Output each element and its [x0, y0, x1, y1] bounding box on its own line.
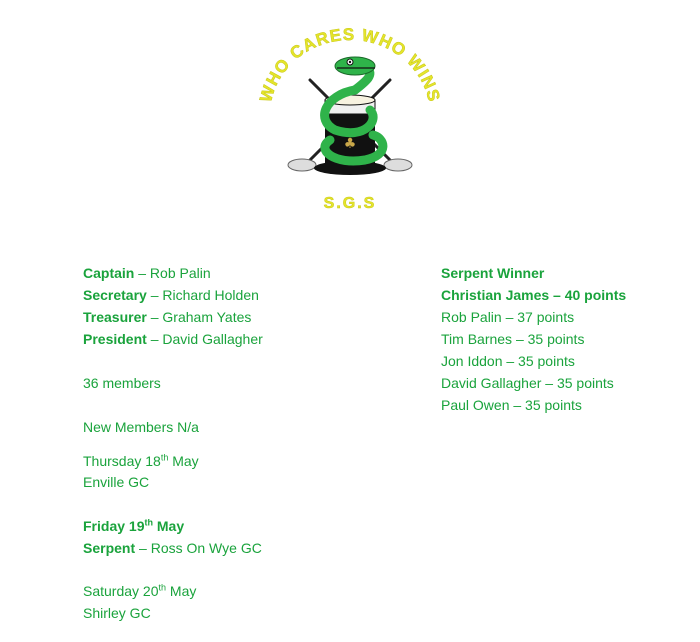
event-month: May: [166, 583, 197, 599]
separator: –: [134, 265, 150, 281]
event-venue: [83, 539, 262, 557]
officer-treasurer: [83, 308, 251, 326]
logo-arc-text: WHO CARES WHO WINS: [256, 24, 444, 105]
officer-president: [83, 330, 263, 348]
svg-text:♣: ♣: [343, 136, 357, 152]
officer-name: David Gallagher: [162, 331, 263, 347]
event-month: May: [168, 453, 199, 469]
officer-name: Rob Palin: [149, 265, 211, 281]
ordinal-suffix: th: [144, 517, 153, 528]
event-date: [83, 517, 184, 535]
event-date: [83, 582, 196, 600]
officer-secretary: [83, 286, 259, 304]
sgs-logo: [255, 20, 445, 220]
serpent-result: Paul Owen – 35 points: [441, 397, 582, 413]
separator: –: [146, 331, 163, 347]
officer-role: Captain: [83, 265, 135, 281]
event-venue: Enville GC: [83, 474, 150, 490]
ordinal-suffix: th: [160, 452, 169, 463]
officer-captain: [83, 264, 211, 282]
event-month: May: [152, 518, 185, 534]
venue-label: Serpent: [83, 540, 136, 556]
new-members: New Members N/a: [83, 419, 199, 435]
event-venue: Shirley GC: [83, 605, 151, 621]
serpent-result: David Gallagher – 35 points: [441, 375, 614, 391]
officer-name: Graham Yates: [162, 309, 252, 325]
serpent-heading: Serpent Winner: [441, 265, 545, 281]
separator: –: [135, 540, 151, 556]
event-day: Saturday 20: [83, 583, 159, 599]
event-date: [83, 452, 199, 470]
serpent-result: Tim Barnes – 35 points: [441, 331, 585, 347]
ordinal-suffix: th: [158, 582, 167, 593]
officer-name: Richard Holden: [162, 287, 259, 303]
separator: –: [146, 287, 163, 303]
venue-name: Ross On Wye GC: [150, 540, 262, 556]
officer-role: President: [83, 331, 147, 347]
officer-role: Treasurer: [83, 309, 147, 325]
event-day: Thursday 18: [83, 453, 161, 469]
event-day: Friday 19: [83, 518, 145, 534]
separator: –: [146, 309, 163, 325]
logo-initials: S.G.S: [323, 195, 377, 212]
serpent-winner: Christian James – 40 points: [441, 287, 627, 303]
serpent-result: Rob Palin – 37 points: [441, 309, 575, 325]
officer-role: Secretary: [83, 287, 147, 303]
member-count: 36 members: [83, 375, 161, 391]
serpent-result: Jon Iddon – 35 points: [441, 353, 575, 369]
